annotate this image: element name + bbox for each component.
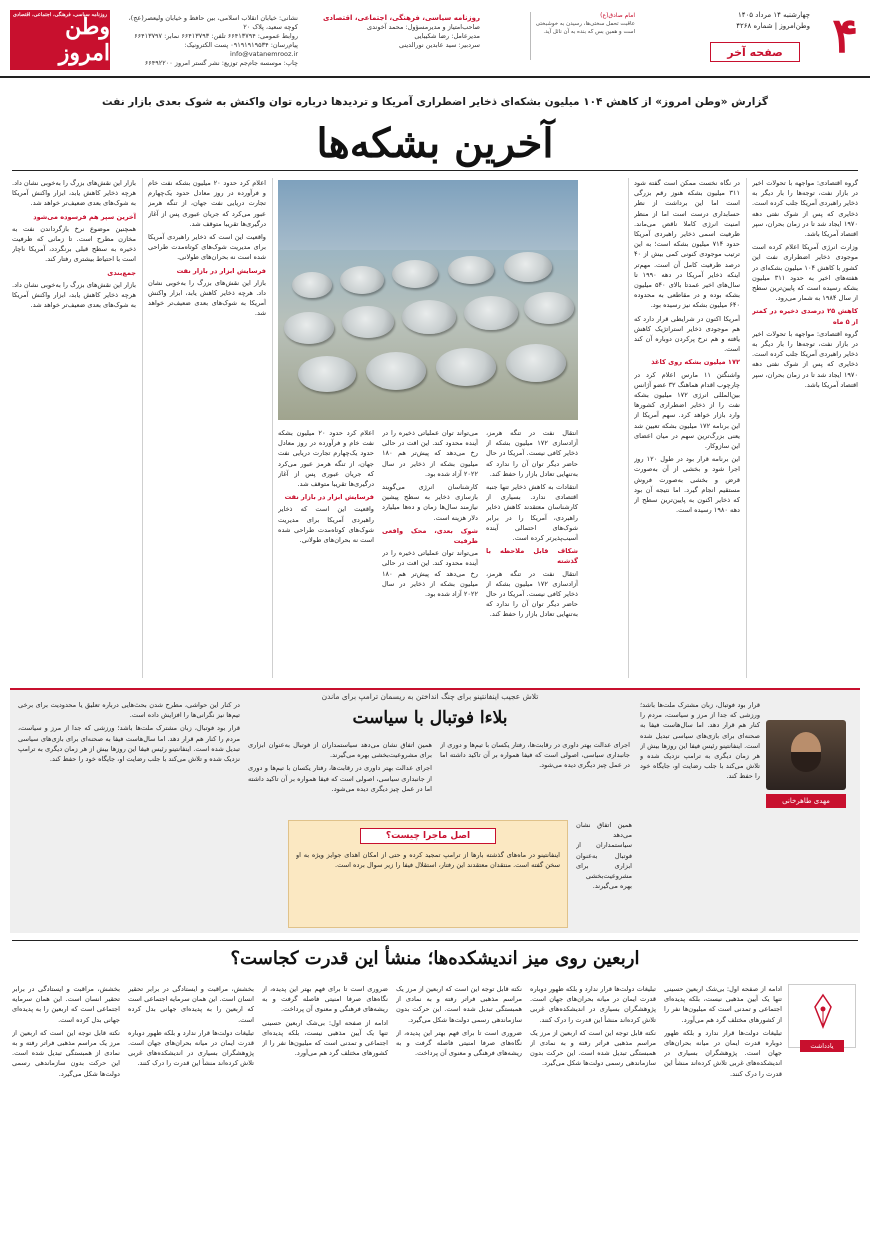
paragraph: می‌تواند توان عملیاتی ذخیره را در آینده محدود کند. این افت در حالی رخ می‌دهد که پیش‌تر هم ۱۸۰ میلیون بشکه از ذخایر در سال ۲۰۲۲ آزاد شده بود. — [382, 429, 478, 478]
page-label: صفحه آخر — [710, 42, 800, 62]
divider — [628, 178, 629, 678]
paragraph: در نگاه نخست ممکن است گفته شود ۳۱۱ میلیون بشکه هنوز رقم بزرگی است اما این برداشت از نظر حسابداری درست است اما از منظر امنیت انرژی کاملا ناقص می‌ماند. ظرفیت اسمی ذخایر راهبردی آمریکا حدود ۷۱۴ میلیون بشکه است؛ به این ترتیب موجودی کنونی کمی بیش از ۴۰ درصد ظرفیت کامل آن است. مهم‌تر اینکه ذخایر آمریکا در دهه ۱۹۹۰ تا سال‌های اخیر عمدتا بالای ۵۴۰ میلیون بشکه بوده و در مقاطعی به محدوده ۶۴۰ میلیون بشکه نیز رسیده بود. — [634, 179, 740, 310]
subheading: فرسایش ابزار در بازار نفت — [284, 493, 374, 502]
paragraph: انتقال نفت در تنگه هرمز، آزادسازی ۱۷۲ میلیون بشکه از ذخایر کافی نیست. آمریکا در حال حاضر دیگر توان آن را ندارد که به‌تنهایی تعادل بازار را حفظ کند. — [486, 429, 578, 478]
paragraph: اجرای عدالت بهتر داوری در رقابت‌ها، رفتار یکسان با تیم‌ها و دوری از جانبداری سیاسی، اصولی است که فیفا همواره بر آن تاکید داشته اما در عمل چیز دیگری دیده می‌شود. — [440, 741, 630, 770]
paragraph: ادامه از صفحه اول: بی‌شک اربعین حسینی تنها یک آیین مذهبی نیست، بلکه پدیده‌ای اجتماعی و تمدنی است که میلیون‌ها نفر را از کشورهای مختلف گرد هم می‌آورد. — [664, 985, 782, 1024]
issue-date — [660, 10, 810, 32]
staff-line: سردبیر: سید عابدین نورالدینی — [398, 41, 480, 49]
oil-tank — [298, 356, 356, 392]
bottom-column-6 — [12, 984, 120, 1234]
paragraph: همین اتفاق نشان می‌دهد سیاستمداران از فوتبال به‌عنوان ابزاری برای مشروعیت‌بخشی بهره می‌گیرند. — [576, 821, 632, 891]
oil-tank — [284, 312, 334, 344]
paragraph: قرار بود فوتبال، زبان مشترک ملت‌ها باشد؛ ورزشی که جدا از مرز و سیاست، مردم را کنار هم قرار دهد. اما سال‌هاست فیفا به صحنه‌ای برای بازی‌های سیاسی تبدیل شده است. اینفانتینو رئیس فیفا این روزها بیش از هر زمان دیگری به ترامپ نزدیک شده و تلاش می‌کند با جلب رضایت او، جایگاه خود را حفظ کند. — [18, 724, 240, 764]
oil-tank — [464, 296, 518, 330]
paragraph: انتقادات به کاهش ذخایر تنها جنبه اقتصادی ندارد. بسیاری از کارشناسان معتقدند کاهش ذخایر راهبردی، آمریکا را در برابر شوک‌های احتمالی آینده آسیب‌پذیرتر کرده است. — [486, 483, 578, 543]
paragraph: واشنگتن ۱۱ مارس اعلام کرد در چارچوب اقدام هماهنگ ۳۲ عضو آژانس بین‌المللی انرژی ۱۷۲ میلیون بشکه نفت را از ذخایر اضطراری کشورها وارد بازار خواهد کرد. سهم آمریکا از این برنامه ۱۷۲ میلیون بشکه تعیین شد یعنی بزرگ‌ترین سهم در میان اعضای این سازوکار. — [634, 370, 740, 451]
lead-headline: آخرین بشکه‌ها — [316, 120, 554, 167]
paragraph: ضروری است تا برای فهم بهتر این پدیده، از نگاه‌های صرفا امنیتی فاصله گرفت و به ریشه‌های فرهنگی و معنوی آن پرداخت. — [262, 985, 388, 1014]
oil-tank — [340, 266, 384, 294]
paragraph: نکته قابل توجه این است که اربعین از مرز یک مراسم مذهبی فراتر رفته و به نمادی از همبستگی تبدیل شده است. این حرکت بدون سازماندهی رسمی دولت‌ها شکل می‌گیرد. — [396, 985, 522, 1024]
oil-tank — [524, 292, 574, 324]
staff-credits — [310, 14, 480, 50]
paragraph: بخشش، مراقبت و ایستادگی در برابر تحقیر انسان است. این همان سرمایه اجتماعی است که اربعین را به پدیده‌ای جهانی بدل کرده است. — [128, 985, 254, 1024]
lead-column-2 — [634, 178, 740, 678]
info-line: نشانی: خیابان انقلاب اسلامی، بین حافظ و خیابان ولیعصر(عج)، کوچه سعید، پلاک ۲۰ — [128, 14, 298, 31]
paragraph: همچنین موضوع نرخ بازگرداندن نفت به مخازن مطرح است. تا زمانی که ظرفیت ذخیره به سطح قبلی برنگردد، آمریکا ناچار است با احتیاط بیشتری رفتار کند. — [12, 224, 136, 264]
oil-tank — [342, 306, 394, 338]
paragraph: این برنامه قرار بود در طول ۱۲۰ روز اجرا شود و بخشی از آن به‌صورت قرض و بخشی به‌صورت فروش مستقیم انجام گیرد. اما نتیجه آن بود که ذخایر اکنون به پایین‌ترین سطح از دهه ۱۹۸۰ رسیده است. — [634, 455, 740, 515]
subheading: شوک بعدی، محک واقعی ظرفیت — [382, 526, 478, 546]
photo-water — [278, 180, 578, 250]
info-line: روابط عمومی: ۶۶۴۱۳۷۹۴ تلفن: ۶۶۴۱۳۷۹۳ نمابر: ۶۶۴۱۳۷۹۷ — [134, 32, 298, 40]
opinion-title: بلاءا فوتبال با سیاست — [352, 708, 508, 728]
highlight-text — [296, 850, 560, 924]
date-line: چهارشنبه ۱۴ مرداد ۱۴۰۵ — [738, 11, 810, 19]
paragraph: گروه اقتصادی: مواجهه با تحولات اخیر در بازار نفت، توجه‌ها را بار دیگر به ذخایر راهبردی آمریکا جلب کرده است. ذخایری که پس از شوک نفتی دهه ۱۹۷۰ ایجاد شد تا در زمان بحران، سپر اقتصاد آمریکا باشد. — [752, 179, 858, 239]
subheading: ۱۷۲ میلیون بشکه روی کاغذ — [651, 358, 740, 367]
subheading: شکاف قابل ملاحظه با گذشته — [486, 547, 578, 566]
opinion-column-2 — [440, 740, 630, 814]
issue-line: وطن‌امروز | شماره ۴۲۶۸ — [736, 22, 810, 30]
paragraph: نکته قابل توجه این است که اربعین از مرز یک مراسم مذهبی فراتر رفته و به نمادی از همبستگی تبدیل شده است. این حرکت بدون سازماندهی رسمی دولت‌ها شکل می‌گیرد. — [12, 1028, 120, 1078]
daily-quote — [530, 12, 635, 60]
oil-tank — [366, 352, 426, 390]
info-line: پیام‌رسان: ۰۹۱۹۱۹۱۹۵۳۴ پست الکترونیک: info@vatanemrooz.ir — [184, 41, 298, 58]
divider — [272, 178, 273, 678]
oil-tank — [292, 272, 332, 298]
paragraph: اینفانتینو در ماه‌های گذشته بارها از ترامپ تمجید کرده و حتی از امکان اهدای جوایز ویژه به او سخن گفته است. منتقدان معتقدند این رفتار، استقلال فیفا را زیر سوال برده است. — [296, 851, 560, 870]
info-line: چاپ: موسسه جام‌جم توزیع: نشر گستر امروز ۶۶۴۹۲۲۰۰ — [144, 59, 298, 67]
paragraph: نکته قابل توجه این است که اربعین از مرز یک مراسم مذهبی فراتر رفته و به نمادی از همبستگی تبدیل شده است. این حرکت بدون سازماندهی رسمی دولت‌ها شکل می‌گیرد. — [530, 1028, 656, 1068]
bottom-column-1 — [664, 984, 782, 1234]
paragraph: اعلام کرد حدود ۲۰ میلیون بشکه نفت خام و فرآورده در روز معادل حدود یک‌چهارم تجارت دریایی نفت جهان، از تنگه هرمز عبور می‌کرد که جریان عبوری پس از آغاز درگیری‌ها تقریبا متوقف شد. — [278, 429, 374, 489]
paragraph: همین اتفاق نشان می‌دهد سیاستمداران از فوتبال به‌عنوان ابزاری برای مشروعیت‌بخشی بهره می‌گیرند. — [248, 741, 432, 760]
oil-tank — [504, 252, 552, 282]
opinion-column-5 — [576, 820, 632, 926]
paragraph: کارشناسان انرژی می‌گویند بازسازی ذخایر به سطح پیشین نیازمند سال‌ها زمان و ده‌ها میلیارد دلار هزینه است. — [382, 483, 478, 522]
oil-tank — [436, 348, 496, 386]
paragraph: گروه اقتصادی: مواجهه با تحولات اخیر در بازار نفت، توجه‌ها را بار دیگر به ذخایر راهبردی آمریکا جلب کرده است. ذخایری که پس از شوک نفتی دهه ۱۹۷۰ ایجاد شد تا در زمان بحران، سپر اقتصاد آمریکا باشد. — [752, 329, 858, 389]
divider — [12, 170, 858, 171]
paragraph: اجرای عدالت بهتر داوری در رقابت‌ها، رفتار یکسان با تیم‌ها و دوری از جانبداری سیاسی، اصولی است که فیفا همواره بر آن تاکید داشته اما در عمل چیز دیگری دیده می‌شود. — [248, 764, 432, 793]
staff-line: صاحب‌امتیاز و مدیرمسؤول: محمد آخوندی — [367, 23, 480, 31]
paragraph: انتقال نفت در تنگه هرمز، آزادسازی ۱۷۲ میلیون بشکه از ذخایر کافی نیست. آمریکا در حال حاضر دیگر توان آن را ندارد که به‌تنهایی تعادل بازار را حفظ کند. — [486, 569, 578, 619]
oil-tank — [506, 344, 566, 382]
lead-column-7 — [12, 178, 136, 678]
oil-tank — [392, 260, 438, 288]
paragraph: ادامه از صفحه اول: بی‌شک اربعین حسینی تنها یک آیین مذهبی نیست، بلکه پدیده‌ای اجتماعی و تمدنی است که میلیون‌ها نفر را از کشورهای مختلف گرد هم می‌آورد. — [262, 1018, 388, 1058]
note-label: یادداشت — [800, 1040, 844, 1052]
bottom-headline: اربعین روی میز اندیشکده‌ها؛ منشأ این قدرت کجاست؟ — [230, 948, 640, 969]
subheading: کاهش ۲۵ درصدی ذخیره در کمتر از ۵ ماه — [752, 307, 858, 326]
contact-info — [118, 14, 298, 68]
paragraph: در کنار این حواشی، مطرح شدن بحث‌هایی درباره تعلیق یا محدودیت برای برخی تیم‌ها نیز نگرانی‌ها را افزایش داده است. — [18, 701, 240, 720]
quote-text: عاقبت تحمل سختی‌ها، رسیدن به خوشبختی است و همین بس که بنده به آن نائل آید. — [535, 21, 635, 35]
quote-label: امام صادق(ع) — [600, 12, 635, 19]
bottom-column-3 — [396, 984, 522, 1234]
divider — [12, 940, 858, 941]
lead-column-4 — [382, 428, 478, 678]
logo-text: وطن امروز — [58, 14, 110, 66]
paragraph: تبلیغات دولت‌ها قرار ندارد و بلکه ظهور دوباره قدرت ایمان در میانه بحران‌های جهان است. پژوهشگران بسیاری در اندیشکده‌های غربی تلاش کرده‌اند منشأ این قدرت را درک کنند. — [664, 1028, 782, 1078]
author-beard — [791, 752, 821, 772]
lead-column-6 — [148, 178, 266, 678]
author-avatar — [766, 720, 846, 790]
oil-tank — [402, 300, 456, 334]
lead-column-5 — [278, 428, 374, 678]
author-name: مهدی طاهرخانی — [766, 794, 846, 808]
paragraph: واقعیت این است که ذخایر راهبردی آمریکا برای مدیریت شوک‌های کوتاه‌مدت طراحی شده است نه بحران‌های طولانی. — [148, 233, 266, 262]
pen-icon — [807, 993, 839, 1029]
oil-tank — [448, 256, 494, 284]
highlight-title: اصل ماجرا چیست؟ — [360, 828, 496, 844]
opinion-column-1 — [640, 700, 760, 926]
bottom-column-2 — [530, 984, 656, 1234]
paragraph: تبلیغات دولت‌ها قرار ندارد و بلکه ظهور دوباره قدرت ایمان در میانه بحران‌های جهان است. پژوهشگران بسیاری در اندیشکده‌های غربی تلاش کرده‌اند منشأ این قدرت را درک کنند. — [530, 985, 656, 1024]
opinion-column-4 — [18, 700, 240, 926]
paragraph: می‌تواند توان عملیاتی ذخیره را در آینده محدود کند. این افت در حالی رخ می‌دهد که پیش‌تر هم ۱۸۰ میلیون بشکه از ذخایر در سال ۲۰۲۲ آزاد شده بود. — [382, 549, 478, 599]
note-badge — [788, 984, 856, 1048]
paragraph: قرار بود فوتبال، زبان مشترک ملت‌ها باشد؛ ورزشی که جدا از مرز و سیاست، مردم را کنار هم قرار دهد. اما سال‌هاست فیفا به صحنه‌ای برای بازی‌های سیاسی تبدیل شده است. اینفانتینو رئیس فیفا این روزها بیش از هر زمان دیگری به ترامپ نزدیک شده و تلاش می‌کند با جلب رضایت او، جایگاه خود را حفظ کند. — [640, 701, 760, 781]
logo-subtitle: روزنامه سیاسی، فرهنگی، اجتماعی، اقتصادی — [13, 12, 107, 18]
bottom-column-5 — [128, 984, 254, 1234]
paragraph: تبلیغات دولت‌ها قرار ندارد و بلکه ظهور دوباره قدرت ایمان در میانه بحران‌های جهان است. پژوهشگران بسیاری در اندیشکده‌های غربی تلاش کرده‌اند منشأ این قدرت را درک کنند. — [128, 1028, 254, 1068]
subheading: آخرین سپر هم فرسوده می‌شود — [33, 212, 136, 221]
paragraph: بازار این نقش‌های بزرگ را به‌خوبی نشان داد. هرچه ذخایر کاهش یابد، ابزار واکنش آمریکا به شوک‌های بعدی ضعیف‌تر خواهد شد. — [12, 280, 136, 310]
paragraph: بازار این نقش‌های بزرگ را به‌خوبی نشان داد. هرچه ذخایر کاهش یابد، ابزار واکنش آمریکا به شوک‌های بعدی ضعیف‌تر خواهد شد. — [148, 278, 266, 318]
opinion-kicker: تلاش عجیب اینفانتینو برای چنگ انداختن به ریسمان ترامپ برای ماندن — [321, 692, 539, 701]
subheading: فرسایش ابزار در بازار نفت — [176, 266, 266, 275]
page-number: ۴ — [832, 8, 858, 64]
newspaper-logo[interactable] — [10, 10, 110, 70]
opinion-column-3 — [248, 740, 432, 814]
paragraph: آمریکا اکنون در شرایطی قرار دارد که هم موجودی ذخایر استراتژیک کاهش یافته و هم نرخ پرکردن دوباره آن کند است. — [634, 314, 740, 354]
staff-line: مدیرعامل: رضا شکیبایی — [414, 32, 480, 40]
paragraph: بخشش، مراقبت و ایستادگی در برابر تحقیر انسان است. این همان سرمایه اجتماعی است که اربعین را به پدیده‌ای جهانی بدل کرده است. — [12, 985, 120, 1024]
paragraph: وزارت انرژی آمریکا اعلام کرده است موجودی ذخایر اضطراری نفت این کشور با کاهش ۱۰۴ میلیون بشکه‌ای در هفته‌های اخیر به حدود ۳۱۱ میلیون بشکه رسیده است که پایین‌ترین سطح از سال ۱۹۸۴ به شمار می‌رود. — [752, 243, 858, 303]
paragraph: ضروری است تا برای فهم بهتر این پدیده، از نگاه‌های صرفا امنیتی فاصله گرفت و به ریشه‌های فرهنگی و معنوی آن پرداخت. — [396, 1028, 522, 1058]
lead-kicker: گزارش «وطن امروز» از کاهش ۱۰۴ میلیون بشکه‌ای ذخایر اضطراری آمریکا و تردیدها درباره توان واکنش به شوک بعدی بازار نفت — [102, 96, 768, 108]
subheading: جمع‌بندی — [107, 268, 136, 277]
divider — [142, 178, 143, 678]
oil-tanks-photo — [278, 180, 578, 420]
paragraph: اعلام کرد حدود ۲۰ میلیون بشکه نفت خام و فرآورده در روز معادل حدود یک‌چهارم تجارت دریایی نفت جهان، از تنگه هرمز عبور می‌کرد که جریان عبوری پس از آغاز درگیری‌ها تقریبا متوقف شد. — [148, 179, 266, 228]
masthead — [0, 0, 870, 78]
paragraph: بازار این نقش‌های بزرگ را به‌خوبی نشان داد. هرچه ذخایر کاهش یابد، ابزار واکنش آمریکا به شوک‌های بعدی ضعیف‌تر خواهد شد. — [12, 179, 136, 208]
lead-column-3 — [486, 428, 578, 678]
bottom-column-4 — [262, 984, 388, 1234]
divider — [746, 178, 747, 678]
staff-title: روزنامه سیاسی، فرهنگی، اجتماعی، اقتصادی — [323, 14, 480, 22]
lead-column-1 — [752, 178, 858, 678]
paragraph: واقعیت این است که ذخایر راهبردی آمریکا برای مدیریت شوک‌های کوتاه‌مدت طراحی شده است نه بحران‌های طولانی. — [278, 505, 374, 545]
